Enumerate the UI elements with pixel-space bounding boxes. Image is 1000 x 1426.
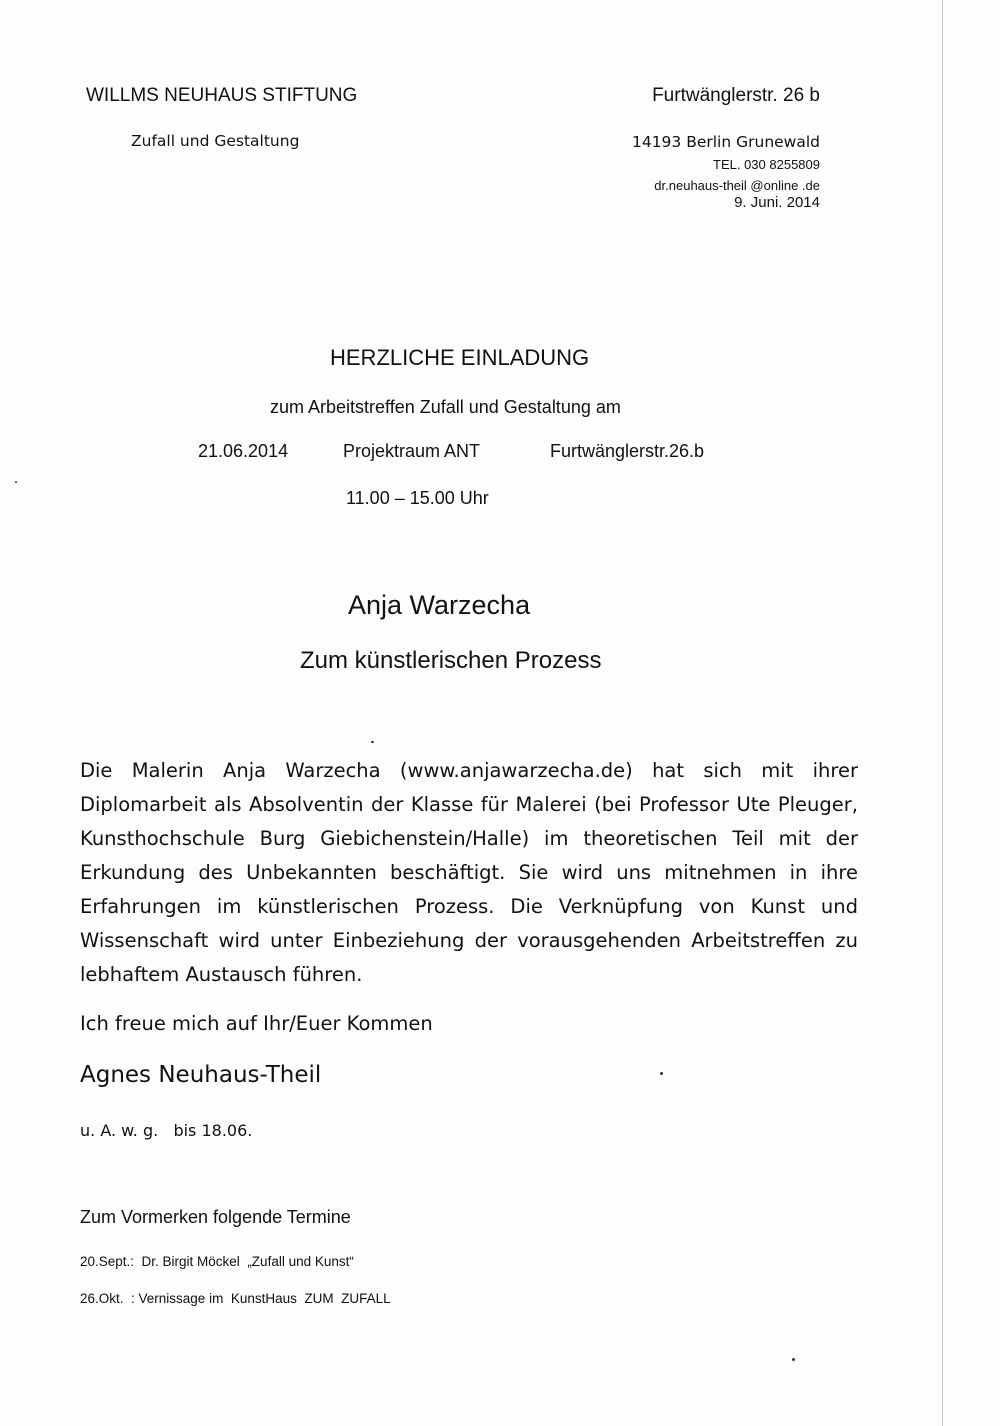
scan-speck (15, 481, 17, 483)
address-city: 14193 Berlin Grunewald (631, 133, 820, 151)
rsvp-note: u. A. w. g. bis 18.06. (80, 1121, 253, 1140)
event-address: Furtwänglerstr.26.b (550, 441, 705, 461)
letter-date: 9. Juni. 2014 (734, 194, 820, 211)
event-date: 21.06.2014 (198, 441, 289, 461)
event-time: 11.00 – 15.00 Uhr (346, 488, 489, 508)
address-email: dr.neuhaus-theil @online .de (654, 178, 820, 193)
signature-name: Agnes Neuhaus-Theil (80, 1062, 322, 1088)
scan-edge-line (942, 0, 943, 1426)
invitation-subtitle: zum Arbeitstreffen Zufall und Gestaltung am (270, 397, 621, 417)
scan-speck (660, 1072, 663, 1075)
speaker-name: Anja Warzecha (348, 590, 531, 620)
invitation-title: HERZLICHE EINLADUNG (330, 345, 590, 370)
body-paragraph: Die Malerin Anja Warzecha (www.anjawarzecha.de) hat sich mit ihrer Diplomarbeit als Absolventin der Klasse für Malerei (bei Professor Ute Pleuger, Kunsthochschule Burg Giebichenstein/Halle) im theoretischen Teil mit der Erkundung des Unbekannten beschäftigt. Sie wird uns mitnehmen in ihre Erfahrungen im künstlerischen Prozess. Die Verknüpfung von Kunst und Wissenschaft wird unter Einbeziehung der vorausgehenden Arbeitstreffen zu lebhaftem Austausch führen. (80, 759, 858, 986)
scan-speck (371, 741, 374, 743)
closing-line: Ich freue mich auf Ihr/Euer Kommen (80, 1012, 433, 1035)
organization-subtitle: Zufall und Gestaltung (131, 132, 300, 150)
organization-name: WILLMS NEUHAUS STIFTUNG (86, 85, 358, 106)
upcoming-dates-heading: Zum Vormerken folgende Termine (80, 1207, 351, 1227)
upcoming-date-item: 20.Sept.: Dr. Birgit Möckel „Zufall und Kunst“ (80, 1254, 354, 1269)
address-street: Furtwänglerstr. 26 b (652, 85, 820, 106)
address-telephone: TEL. 030 8255809 (713, 157, 820, 172)
event-room: Projektraum ANT (343, 441, 481, 461)
scan-speck (792, 1358, 795, 1361)
talk-title: Zum künstlerischen Prozess (300, 647, 602, 674)
upcoming-date-item: 26.Okt. : Vernissage im KunstHaus ZUM ZUFALL (80, 1291, 391, 1306)
